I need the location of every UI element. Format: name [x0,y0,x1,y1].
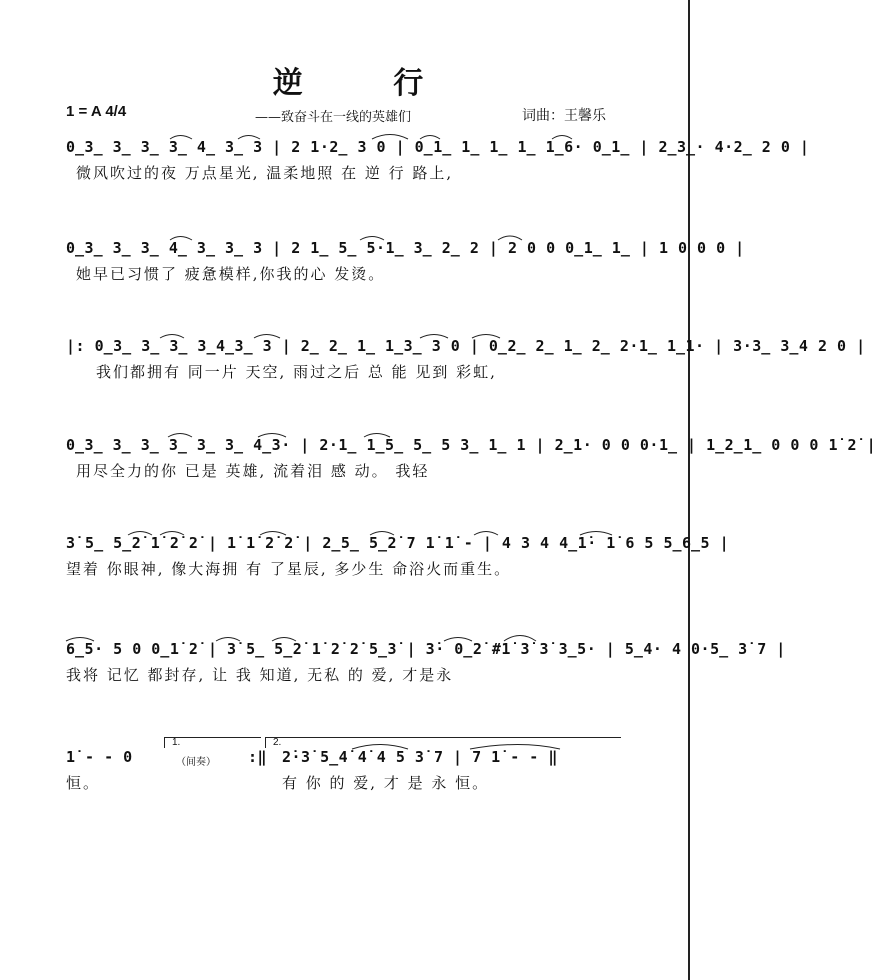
score-line-2-lyrics: 她早已习惯了 疲惫模样,你我的心 发烫。 [76,265,386,283]
score-line-2-notes: 0̲3̲ 3̲ 3̲ 4̲ 3̲ 3̲ 3 | 2 1̲ 5̲ 5·1̲ 3̲ 2̲ 2 | 2 0 0 0̲1̲ 1̲ | 1 0 0 0 | [66,239,745,257]
interlude-marker: （间奏） [176,757,216,768]
score-line-7-lyrics: 恒。 [66,774,101,792]
score-line-6-notes: 6̲5· 5 0 0̲1̇ 2̇ | 3̇ 5̲ 5̲2̇ 1̇ 2̇ 2̇ 5̲3̇ | 3̇· 0̲2̇ #1̇ 3̇ 3̇ 3̲5· | 5̲4· 4 0·5̲ 3̇ 7 | [66,640,786,658]
score-line-7b-notes: 2̇·3̇ 5̲4̇ 4̇ 4 5 3̇ 7 | 7 1̇ - - ‖ [282,748,558,766]
score-line-5-lyrics: 望着 你眼神, 像大海拥 有 了星辰, 多少生 命浴火而重生。 [66,560,512,578]
volta-label-2: 2. [273,737,282,748]
volta-label-1: 1. [172,737,181,748]
song-subtitle: ——致奋斗在一线的英雄们 [255,110,412,125]
score-line-6-lyrics: 我将 记忆 都封存, 让 我 知道, 无私 的 爱, 才是永 [66,666,454,684]
repeat-end-sign: :‖ [248,748,268,766]
score-line-3-lyrics: 我们都拥有 同一片 天空, 雨过之后 总 能 见到 彩虹, [96,363,497,381]
score-line-5-notes: 3̇ 5̲ 5̲2̇ 1̇ 2̇ 2̇ | 1̇ 1̇ 2̇ 2̇ | 2̲5̲ 5̲2̇ 7 1̇ 1̇ - | 4 3 4 4̲1̇· 1̇ 6 5 5̲6̲5 | [66,534,730,552]
score-line-1-notes: 0̲3̲ 3̲ 3̲ 3̲ 4̲ 3̲ 3 | 2 1·2̲ 3 0 | 0̲1̲ 1̲ 1̲ 1̲ 1̲6· 0̲1̲ | 2̲3̲· 4·2̲ 2 0 | [66,138,810,156]
score-line-7-notes: 1̇ - - 0 [66,748,133,766]
score-line-4-notes: 0̲3̲ 3̲ 3̲ 3̲ 3̲ 3̲ 4̲3· | 2·1̲ 1̲5̲ 5̲ 5 3̲ 1̲ 1 | 2̲1· 0 0 0·1̲ | 1̲2̲1̲ 0 0 0 1̇ 2̇ | [66,436,876,454]
score-line-1-lyrics: 微风吹过的夜 万点星光, 温柔地照 在 逆 行 路上, [76,164,454,182]
score-line-7b-lyrics: 有 你 的 爱, 才 是 永 恒。 [282,774,490,792]
key-signature: 1 = A 4/4 [66,103,127,120]
song-title: 逆 行 [272,66,464,101]
song-author: 词曲：王馨乐 [522,108,606,124]
score-line-3-notes: |: 0̲3̲ 3̲ 3̲ 3̲4̲3̲ 3 | 2̲ 2̲ 1̲ 1̲3̲ 3 0 | 0̲2̲ 2̲ 1̲ 2̲ 2·1̲ 1̲1· | 3·3̲ 3̲4 2 0 | [66,337,866,355]
score-line-4-lyrics: 用尽全力的你 已是 英雄, 流着泪 感 动。 我轻 [76,462,430,480]
